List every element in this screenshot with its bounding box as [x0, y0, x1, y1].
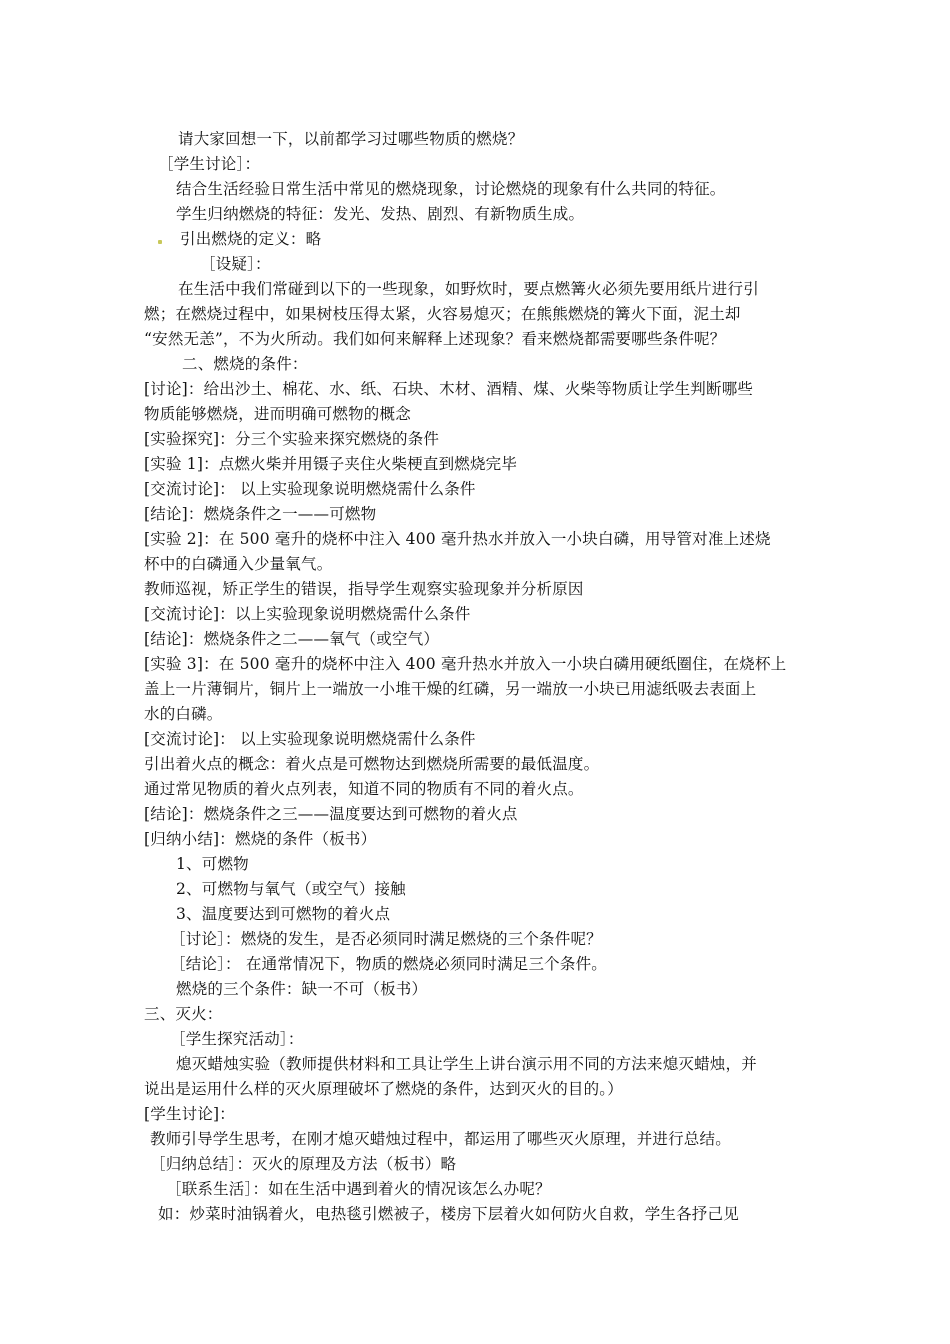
text-line: 如：炒菜时油锅着火，电热毯引燃被子，楼房下层着火如何防火自救，学生各抒己见 [158, 1205, 739, 1223]
text-line: 燃；在燃烧过程中，如果树枝压得太紧，火容易熄灭；在熊熊燃烧的篝火下面，泥土却 [144, 305, 741, 323]
text-line: 请大家回想一下，以前都学习过哪些物质的燃烧？ [178, 130, 524, 148]
text-line: 引出燃烧的定义：略 [180, 230, 322, 248]
text-line: [学生讨论]： [144, 1105, 235, 1123]
text-line: ［设疑］： [200, 255, 271, 273]
text-line: 学生归纳燃烧的特征：发光、发热、剧烈、有新物质生成。 [176, 205, 585, 223]
text-line: [实验 3]：在 500 毫升的烧杯中注入 400 毫升热水并放入一小块白磷用硬纸圈住，在烧杯上 [144, 655, 787, 673]
text-line: 引出着火点的概念：着火点是可燃物达到燃烧所需要的最低温度。 [144, 755, 600, 773]
text-line: ［学生讨论］： [158, 155, 261, 173]
text-line: [交流讨论]： 以上实验现象说明燃烧需什么条件 [144, 480, 476, 498]
section-heading: 三、灭火： [144, 1005, 223, 1023]
list-item: 2、可燃物与氧气（或空气）接触 [176, 880, 406, 898]
text-line: 杯中的白磷通入少量氧气。 [144, 555, 333, 573]
text-line: 说出是运用什么样的灭火原理破坏了燃烧的条件，达到灭火的目的。） [144, 1080, 623, 1098]
text-line: ［学生探究活动］： [170, 1030, 304, 1048]
text-line: [实验探究]：分三个实验来探究燃烧的条件 [144, 430, 440, 448]
text-line: 通过常见物质的着火点列表，知道不同的物质有不同的着火点。 [144, 780, 584, 798]
text-line: 教师巡视，矫正学生的错误，指导学生观察实验现象并分析原因 [144, 580, 584, 598]
text-line: [实验 1]：点燃火柴并用镊子夹住火柴梗直到燃烧完毕 [144, 455, 518, 473]
text-line: 结合生活经验日常生活中常见的燃烧现象，讨论燃烧的现象有什么共同的特征。 [176, 180, 726, 198]
text-line: [结论]：燃烧条件之二——氧气（或空气） [144, 630, 440, 648]
text-line: [讨论]：给出沙土、棉花、水、纸、石块、木材、酒精、煤、火柴等物质让学生判断哪些 [144, 380, 754, 398]
text-line: “安然无恙”，不为火所动。我们如何来解释上述现象？看来燃烧都需要哪些条件呢？ [144, 330, 726, 348]
text-line: 物质能够燃烧，进而明确可燃物的概念 [144, 405, 411, 423]
text-line: ［讨论］：燃烧的发生，是否必须同时满足燃烧的三个条件呢？ [170, 930, 602, 948]
text-line: 熄灭蜡烛实验（教师提供材料和工具让学生上讲台演示用不同的方法来熄灭蜡烛，并 [176, 1055, 757, 1073]
text-line: [交流讨论]： 以上实验现象说明燃烧需什么条件 [144, 730, 476, 748]
section-heading: 二、燃烧的条件： [182, 355, 308, 373]
marker-dot [158, 240, 162, 244]
text-line: 在生活中我们常碰到以下的一些现象，如野炊时，要点燃篝火必须先要用纸片进行引 [178, 280, 759, 298]
text-line: [实验 2]：在 500 毫升的烧杯中注入 400 毫升热水并放入一小块白磷，用导管对准上述烧 [144, 530, 771, 548]
text-line: ［归纳总结］：灭火的原理及方法（板书）略 [150, 1155, 457, 1173]
text-line: [结论]：燃烧条件之一——可燃物 [144, 505, 377, 523]
text-line: ［结论］： 在通常情况下，物质的燃烧必须同时满足三个条件。 [170, 955, 607, 973]
text-line: ［联系生活］：如在生活中遇到着火的情况该怎么办呢？ [166, 1180, 551, 1198]
text-line: 盖上一片薄铜片，铜片上一端放一小堆干燥的红磷，另一端放一小块已用滤纸吸去表面上 [144, 680, 757, 698]
text-line: [交流讨论]：以上实验现象说明燃烧需什么条件 [144, 605, 471, 623]
text-line: 燃烧的三个条件：缺一不可（板书） [176, 980, 428, 998]
list-item: 1、可燃物 [176, 855, 249, 873]
text-line: [归纳小结]：燃烧的条件（板书） [144, 830, 377, 848]
text-line: 水的白磷。 [144, 705, 223, 723]
text-line: [结论]：燃烧条件之三——温度要达到可燃物的着火点 [144, 805, 518, 823]
text-line: 教师引导学生思考，在刚才熄灭蜡烛过程中，都运用了哪些灭火原理，并进行总结。 [150, 1130, 731, 1148]
list-item: 3、温度要达到可燃物的着火点 [176, 905, 391, 923]
